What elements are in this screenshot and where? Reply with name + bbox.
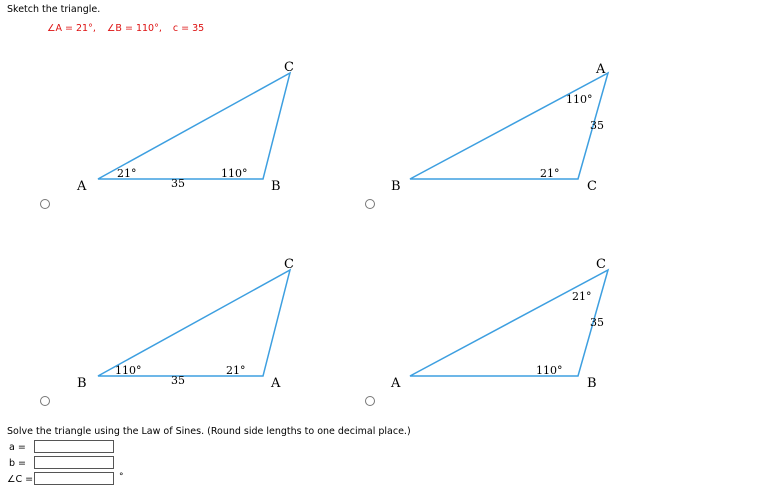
vertex-label: B (77, 376, 87, 391)
given-side-c: c = 35 (172, 23, 205, 34)
solve-instructions: Solve the triangle using the Law of Sines. (Round side lengths to one decimal place.) (7, 426, 411, 437)
angle-label: 21° (117, 167, 137, 180)
vertex-label: C (587, 179, 597, 194)
option-3-radio[interactable] (40, 396, 50, 406)
vertex-label: A (271, 376, 281, 391)
given-angle-b: ∠B = 110°, (106, 23, 162, 34)
angle-c-label: ∠C = (7, 474, 34, 485)
angle-label: 110° (566, 93, 593, 106)
vertex-label: C (596, 257, 606, 272)
vertex-label: C (284, 257, 294, 272)
triangle-shape-1 (98, 73, 290, 179)
degree-symbol: ° (119, 472, 124, 482)
side-b-input[interactable] (34, 456, 114, 469)
side-label: 35 (171, 374, 185, 387)
triangle-shape-2 (410, 73, 608, 179)
option-2-radio[interactable] (365, 199, 375, 209)
vertex-label: C (284, 60, 294, 75)
angle-label: 110° (221, 167, 248, 180)
triangle-shape-4 (410, 270, 608, 376)
option-1-radio[interactable] (40, 199, 50, 209)
triangle-option-2 (391, 62, 608, 194)
triangle-option-4 (390, 257, 608, 391)
angle-label: 21° (540, 167, 560, 180)
angle-label: 21° (572, 290, 592, 303)
angle-label: 110° (536, 364, 563, 377)
triangle-option-1 (76, 60, 294, 194)
option-4-radio[interactable] (365, 396, 375, 406)
side-label: 35 (590, 119, 604, 132)
side-label: 35 (171, 177, 185, 190)
vertex-label: A (596, 62, 606, 77)
given-angle-a: ∠A = 21°, (47, 23, 96, 34)
side-b-label: b = (9, 458, 27, 469)
triangle-shape-3 (98, 270, 290, 376)
vertex-label: B (271, 179, 281, 194)
vertex-label: A (391, 376, 401, 391)
triangle-option-3 (77, 257, 294, 391)
side-a-input[interactable] (34, 440, 114, 453)
angle-c-input[interactable] (34, 472, 114, 485)
angle-label: 21° (226, 364, 246, 377)
side-label: 35 (590, 316, 604, 329)
instructions: Sketch the triangle. (7, 4, 101, 15)
side-a-label: a = (9, 442, 26, 453)
vertex-label: B (587, 376, 597, 391)
vertex-label: A (77, 179, 87, 194)
vertex-label: B (391, 179, 401, 194)
angle-label: 110° (115, 364, 142, 377)
